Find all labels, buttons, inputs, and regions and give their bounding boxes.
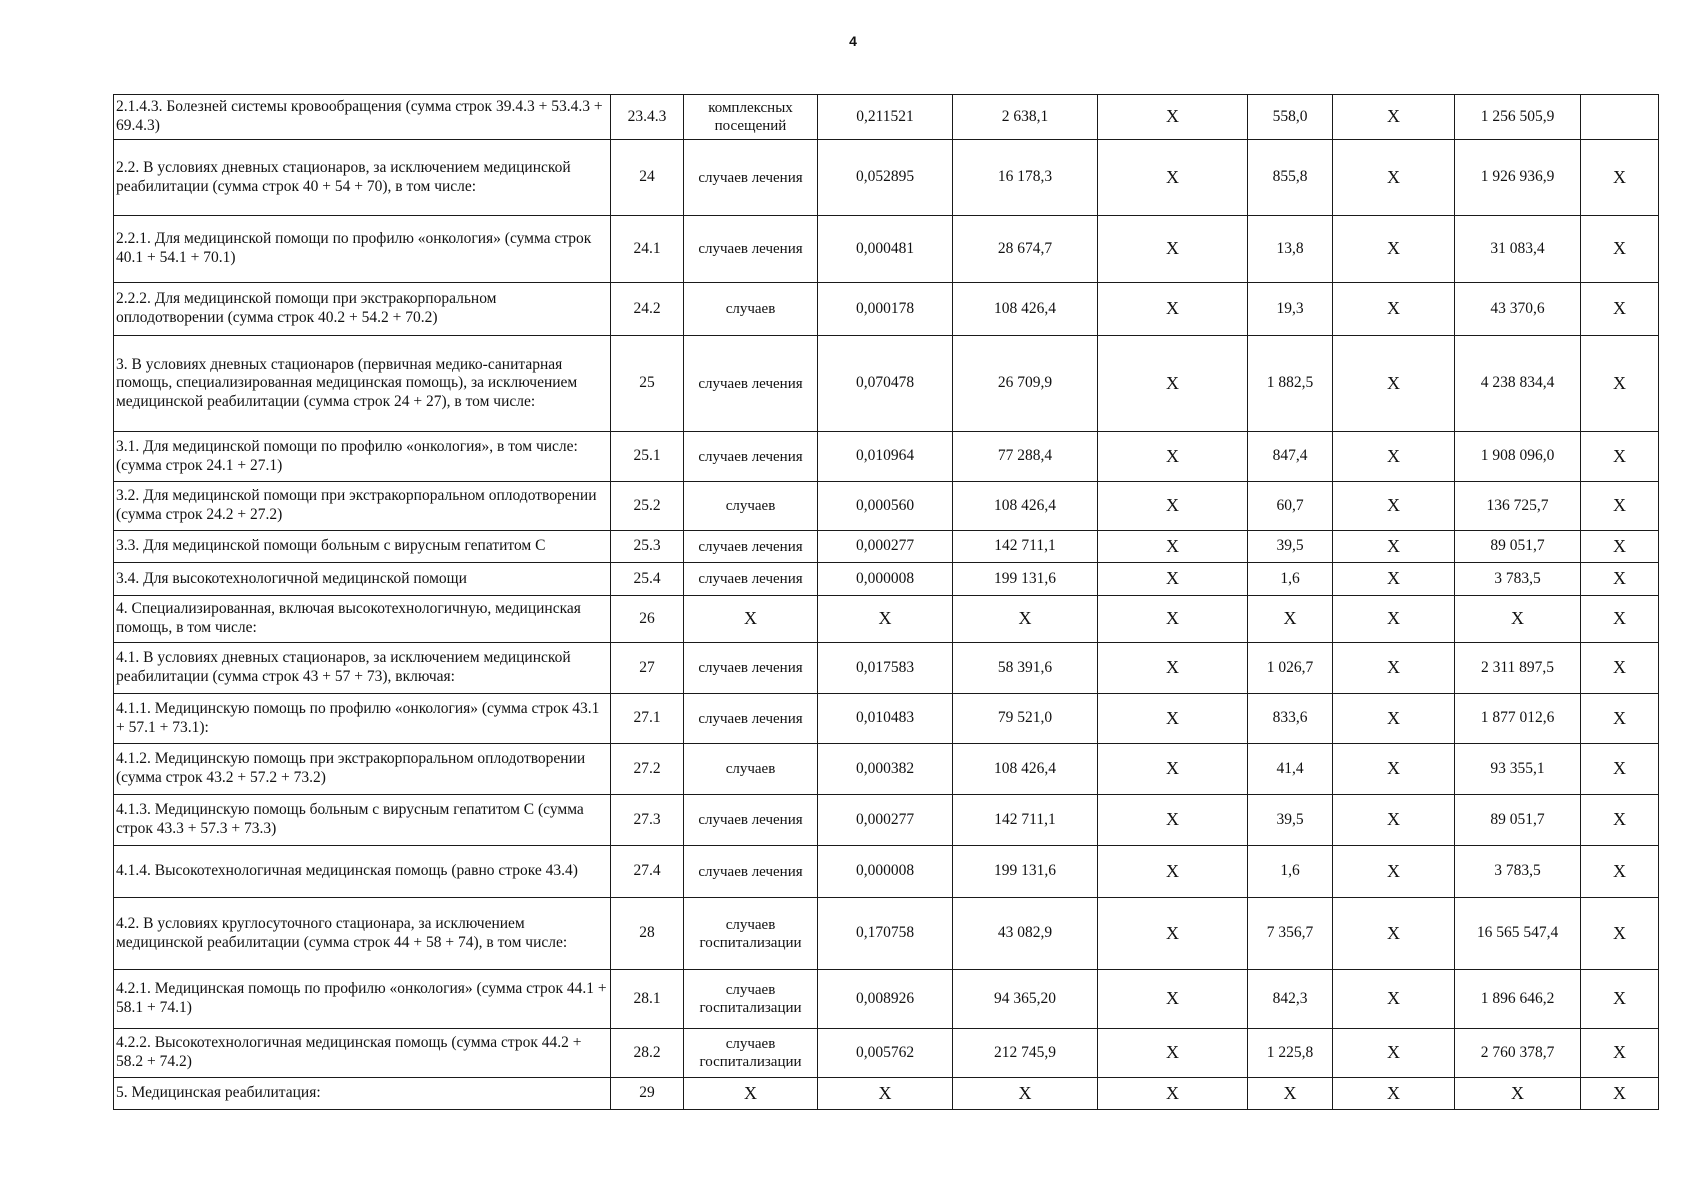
row-value-7 (1581, 95, 1659, 140)
row-value-6: 93 355,1 (1455, 744, 1581, 795)
row-value-5: X (1333, 283, 1455, 336)
row-value-5: X (1333, 643, 1455, 694)
row-unit: случаев лечения (684, 795, 818, 846)
row-value-7: X (1581, 216, 1659, 283)
row-value-2: 142 711,1 (953, 795, 1098, 846)
table-row (114, 336, 1659, 432)
row-value-6: 89 051,7 (1455, 795, 1581, 846)
row-code: 28 (611, 898, 684, 970)
row-value-2: 77 288,4 (953, 432, 1098, 482)
row-value-6: 1 926 936,9 (1455, 140, 1581, 216)
row-value-4: 1,6 (1248, 563, 1333, 596)
row-value-6: 43 370,6 (1455, 283, 1581, 336)
row-code: 24.2 (611, 283, 684, 336)
row-value-1: X (818, 596, 953, 643)
table-row (114, 1078, 1659, 1110)
row-value-2: 58 391,6 (953, 643, 1098, 694)
row-name: 3.1. Для медицинской помощи по профилю «онкология», в том числе: (сумма строк 24.1 + 27.1) (114, 432, 611, 482)
row-value-2: 108 426,4 (953, 482, 1098, 531)
row-code: 25 (611, 336, 684, 432)
row-value-7: X (1581, 531, 1659, 563)
table-row (114, 1029, 1659, 1078)
row-value-1: X (818, 1078, 953, 1110)
row-name: 4.2. В условиях круглосуточного стационара, за исключением медицинской реабилитации (сумма строк 44 + 58 + 74), в том числе: (114, 898, 611, 970)
row-value-1: 0,010483 (818, 694, 953, 744)
row-value-4: 1 882,5 (1248, 336, 1333, 432)
row-value-5: X (1333, 432, 1455, 482)
row-value-6: 1 877 012,6 (1455, 694, 1581, 744)
row-value-7: X (1581, 795, 1659, 846)
row-value-3: X (1098, 283, 1248, 336)
row-name: 4.2.1. Медицинская помощь по профилю «онкология» (сумма строк 44.1 + 58.1 + 74.1) (114, 970, 611, 1029)
row-value-4: 13,8 (1248, 216, 1333, 283)
table-row (114, 694, 1659, 744)
row-code: 25.4 (611, 563, 684, 596)
row-unit: случаев лечения (684, 432, 818, 482)
row-name: 4.1.1. Медицинскую помощь по профилю «онкология» (сумма строк 43.1 + 57.1 + 73.1): (114, 694, 611, 744)
row-value-6: 89 051,7 (1455, 531, 1581, 563)
row-code: 27.1 (611, 694, 684, 744)
row-value-1: 0,010964 (818, 432, 953, 482)
row-value-1: 0,000277 (818, 531, 953, 563)
row-name: 4.2.2. Высокотехнологичная медицинская помощь (сумма строк 44.2 + 58.2 + 74.2) (114, 1029, 611, 1078)
table-row (114, 95, 1659, 140)
table-row (114, 643, 1659, 694)
row-value-5: X (1333, 336, 1455, 432)
table-row (114, 283, 1659, 336)
table-row (114, 596, 1659, 643)
row-value-6: 31 083,4 (1455, 216, 1581, 283)
row-value-6: X (1455, 596, 1581, 643)
row-value-3: X (1098, 95, 1248, 140)
row-name: 5. Медицинская реабилитация: (114, 1078, 611, 1110)
row-value-7: X (1581, 970, 1659, 1029)
row-value-6: 136 725,7 (1455, 482, 1581, 531)
row-value-5: X (1333, 898, 1455, 970)
row-code: 25.3 (611, 531, 684, 563)
row-value-1: 0,170758 (818, 898, 953, 970)
row-unit: случаев лечения (684, 336, 818, 432)
row-unit: комплексных посещений (684, 95, 818, 140)
row-value-7: X (1581, 432, 1659, 482)
row-value-2: 142 711,1 (953, 531, 1098, 563)
row-value-5: X (1333, 744, 1455, 795)
row-code: 23.4.3 (611, 95, 684, 140)
row-value-6: 2 760 378,7 (1455, 1029, 1581, 1078)
row-value-4: 1 225,8 (1248, 1029, 1333, 1078)
row-unit: случаев госпитализации (684, 1029, 818, 1078)
row-value-3: X (1098, 795, 1248, 846)
row-value-1: 0,000277 (818, 795, 953, 846)
row-code: 27.4 (611, 846, 684, 898)
row-value-1: 0,005762 (818, 1029, 953, 1078)
row-value-2: X (953, 1078, 1098, 1110)
table-row (114, 795, 1659, 846)
row-code: 27.3 (611, 795, 684, 846)
row-value-4: 39,5 (1248, 531, 1333, 563)
row-value-3: X (1098, 531, 1248, 563)
row-value-2: 16 178,3 (953, 140, 1098, 216)
row-value-4: 855,8 (1248, 140, 1333, 216)
row-value-5: X (1333, 563, 1455, 596)
row-value-6: X (1455, 1078, 1581, 1110)
row-value-1: 0,070478 (818, 336, 953, 432)
row-value-4: 833,6 (1248, 694, 1333, 744)
row-unit: случаев лечения (684, 643, 818, 694)
row-code: 24 (611, 140, 684, 216)
row-value-1: 0,000178 (818, 283, 953, 336)
row-unit: случаев (684, 283, 818, 336)
table-row (114, 140, 1659, 216)
row-value-1: 0,017583 (818, 643, 953, 694)
data-table (113, 94, 1659, 1110)
row-value-7: X (1581, 563, 1659, 596)
row-value-6: 2 311 897,5 (1455, 643, 1581, 694)
row-value-3: X (1098, 898, 1248, 970)
table-row (114, 432, 1659, 482)
page-number: 4 (849, 33, 857, 49)
row-value-3: X (1098, 1029, 1248, 1078)
row-value-5: X (1333, 596, 1455, 643)
row-value-4: 842,3 (1248, 970, 1333, 1029)
row-code: 27.2 (611, 744, 684, 795)
row-name: 2.1.4.3. Болезней системы кровообращения (сумма строк 39.4.3 + 53.4.3 + 69.4.3) (114, 95, 611, 140)
row-value-7: X (1581, 283, 1659, 336)
table-row (114, 846, 1659, 898)
row-value-7: X (1581, 140, 1659, 216)
row-value-2: 79 521,0 (953, 694, 1098, 744)
row-value-5: X (1333, 482, 1455, 531)
row-value-4: 19,3 (1248, 283, 1333, 336)
row-code: 29 (611, 1078, 684, 1110)
row-name: 4.1.3. Медицинскую помощь больным с вирусным гепатитом С (сумма строк 43.3 + 57.3 + 73.3) (114, 795, 611, 846)
row-name: 3. В условиях дневных стационаров (первичная медико-санитарная помощь, специализированная медицинская помощь), за исключением медицинской реабилитации (сумма строк 24 + 27), в том числе: (114, 336, 611, 432)
row-value-3: X (1098, 216, 1248, 283)
row-value-5: X (1333, 531, 1455, 563)
row-name: 2.2.2. Для медицинской помощи при экстракорпоральном оплодотворении (сумма строк 40.2 + 54.2 + 70.2) (114, 283, 611, 336)
row-name: 3.4. Для высокотехнологичной медицинской помощи (114, 563, 611, 596)
row-code: 24.1 (611, 216, 684, 283)
row-value-3: X (1098, 596, 1248, 643)
row-unit: X (684, 1078, 818, 1110)
row-name: 4.1.2. Медицинскую помощь при экстракорпоральном оплодотворении (сумма строк 43.2 + 57.2 + 73.2) (114, 744, 611, 795)
row-value-7: X (1581, 744, 1659, 795)
row-value-5: X (1333, 846, 1455, 898)
row-value-7: X (1581, 336, 1659, 432)
row-value-2: 108 426,4 (953, 744, 1098, 795)
row-value-1: 0,000008 (818, 563, 953, 596)
row-code: 28.1 (611, 970, 684, 1029)
row-code: 26 (611, 596, 684, 643)
row-value-3: X (1098, 140, 1248, 216)
row-value-7: X (1581, 596, 1659, 643)
row-value-2: 199 131,6 (953, 846, 1098, 898)
row-value-1: 0,000481 (818, 216, 953, 283)
row-unit: X (684, 596, 818, 643)
row-code: 28.2 (611, 1029, 684, 1078)
row-value-4: 39,5 (1248, 795, 1333, 846)
row-value-2: X (953, 596, 1098, 643)
row-value-3: X (1098, 336, 1248, 432)
row-value-7: X (1581, 846, 1659, 898)
row-name: 4.1.4. Высокотехнологичная медицинская помощь (равно строке 43.4) (114, 846, 611, 898)
row-value-6: 3 783,5 (1455, 563, 1581, 596)
row-unit: случаев лечения (684, 531, 818, 563)
row-value-6: 3 783,5 (1455, 846, 1581, 898)
row-value-6: 4 238 834,4 (1455, 336, 1581, 432)
row-unit: случаев госпитализации (684, 898, 818, 970)
row-value-4: 847,4 (1248, 432, 1333, 482)
row-value-3: X (1098, 970, 1248, 1029)
row-value-2: 43 082,9 (953, 898, 1098, 970)
row-unit: случаев (684, 744, 818, 795)
row-value-2: 94 365,20 (953, 970, 1098, 1029)
row-value-4: 558,0 (1248, 95, 1333, 140)
row-value-7: X (1581, 643, 1659, 694)
row-value-2: 26 709,9 (953, 336, 1098, 432)
row-value-3: X (1098, 643, 1248, 694)
row-name: 4.1. В условиях дневных стационаров, за исключением медицинской реабилитации (сумма строк 43 + 57 + 73), включая: (114, 643, 611, 694)
row-name: 2.2. В условиях дневных стационаров, за исключением медицинской реабилитации (сумма строк 40 + 54 + 70), в том числе: (114, 140, 611, 216)
row-value-1: 0,052895 (818, 140, 953, 216)
row-value-7: X (1581, 1029, 1659, 1078)
row-name: 3.3. Для медицинской помощи больным с вирусным гепатитом С (114, 531, 611, 563)
row-value-2: 28 674,7 (953, 216, 1098, 283)
row-name: 2.2.1. Для медицинской помощи по профилю «онкология» (сумма строк 40.1 + 54.1 + 70.1) (114, 216, 611, 283)
table-row (114, 898, 1659, 970)
row-value-1: 0,000008 (818, 846, 953, 898)
row-value-2: 212 745,9 (953, 1029, 1098, 1078)
row-value-3: X (1098, 744, 1248, 795)
row-code: 25.1 (611, 432, 684, 482)
table-row (114, 531, 1659, 563)
row-unit: случаев госпитализации (684, 970, 818, 1029)
table-row (114, 216, 1659, 283)
row-value-2: 2 638,1 (953, 95, 1098, 140)
table-row (114, 563, 1659, 596)
row-value-4: 41,4 (1248, 744, 1333, 795)
row-value-3: X (1098, 563, 1248, 596)
row-unit: случаев лечения (684, 216, 818, 283)
row-value-5: X (1333, 795, 1455, 846)
row-value-1: 0,211521 (818, 95, 953, 140)
row-unit: случаев (684, 482, 818, 531)
row-value-1: 0,008926 (818, 970, 953, 1029)
row-value-2: 199 131,6 (953, 563, 1098, 596)
row-value-4: 1,6 (1248, 846, 1333, 898)
row-value-5: X (1333, 140, 1455, 216)
row-value-4: 60,7 (1248, 482, 1333, 531)
table-row (114, 970, 1659, 1029)
row-value-3: X (1098, 1078, 1248, 1110)
row-value-4: 7 356,7 (1248, 898, 1333, 970)
row-value-3: X (1098, 482, 1248, 531)
row-value-3: X (1098, 432, 1248, 482)
row-name: 3.2. Для медицинской помощи при экстракорпоральном оплодотворении (сумма строк 24.2 + 27.2) (114, 482, 611, 531)
row-value-4: X (1248, 596, 1333, 643)
row-code: 25.2 (611, 482, 684, 531)
row-value-7: X (1581, 1078, 1659, 1110)
row-value-7: X (1581, 898, 1659, 970)
row-value-3: X (1098, 694, 1248, 744)
row-value-2: 108 426,4 (953, 283, 1098, 336)
row-value-1: 0,000382 (818, 744, 953, 795)
row-value-5: X (1333, 970, 1455, 1029)
row-value-5: X (1333, 1078, 1455, 1110)
row-value-6: 16 565 547,4 (1455, 898, 1581, 970)
row-unit: случаев лечения (684, 846, 818, 898)
table-row (114, 744, 1659, 795)
row-code: 27 (611, 643, 684, 694)
row-value-5: X (1333, 216, 1455, 283)
row-value-5: X (1333, 95, 1455, 140)
row-value-5: X (1333, 694, 1455, 744)
row-value-4: 1 026,7 (1248, 643, 1333, 694)
row-name: 4. Специализированная, включая высокотехнологичную, медицинская помощь, в том числе: (114, 596, 611, 643)
row-value-1: 0,000560 (818, 482, 953, 531)
row-unit: случаев лечения (684, 140, 818, 216)
row-value-5: X (1333, 1029, 1455, 1078)
row-value-6: 1 896 646,2 (1455, 970, 1581, 1029)
row-value-7: X (1581, 694, 1659, 744)
row-value-4: X (1248, 1078, 1333, 1110)
row-value-7: X (1581, 482, 1659, 531)
row-unit: случаев лечения (684, 563, 818, 596)
row-value-3: X (1098, 846, 1248, 898)
row-value-6: 1 256 505,9 (1455, 95, 1581, 140)
table-row (114, 482, 1659, 531)
row-value-6: 1 908 096,0 (1455, 432, 1581, 482)
row-unit: случаев лечения (684, 694, 818, 744)
